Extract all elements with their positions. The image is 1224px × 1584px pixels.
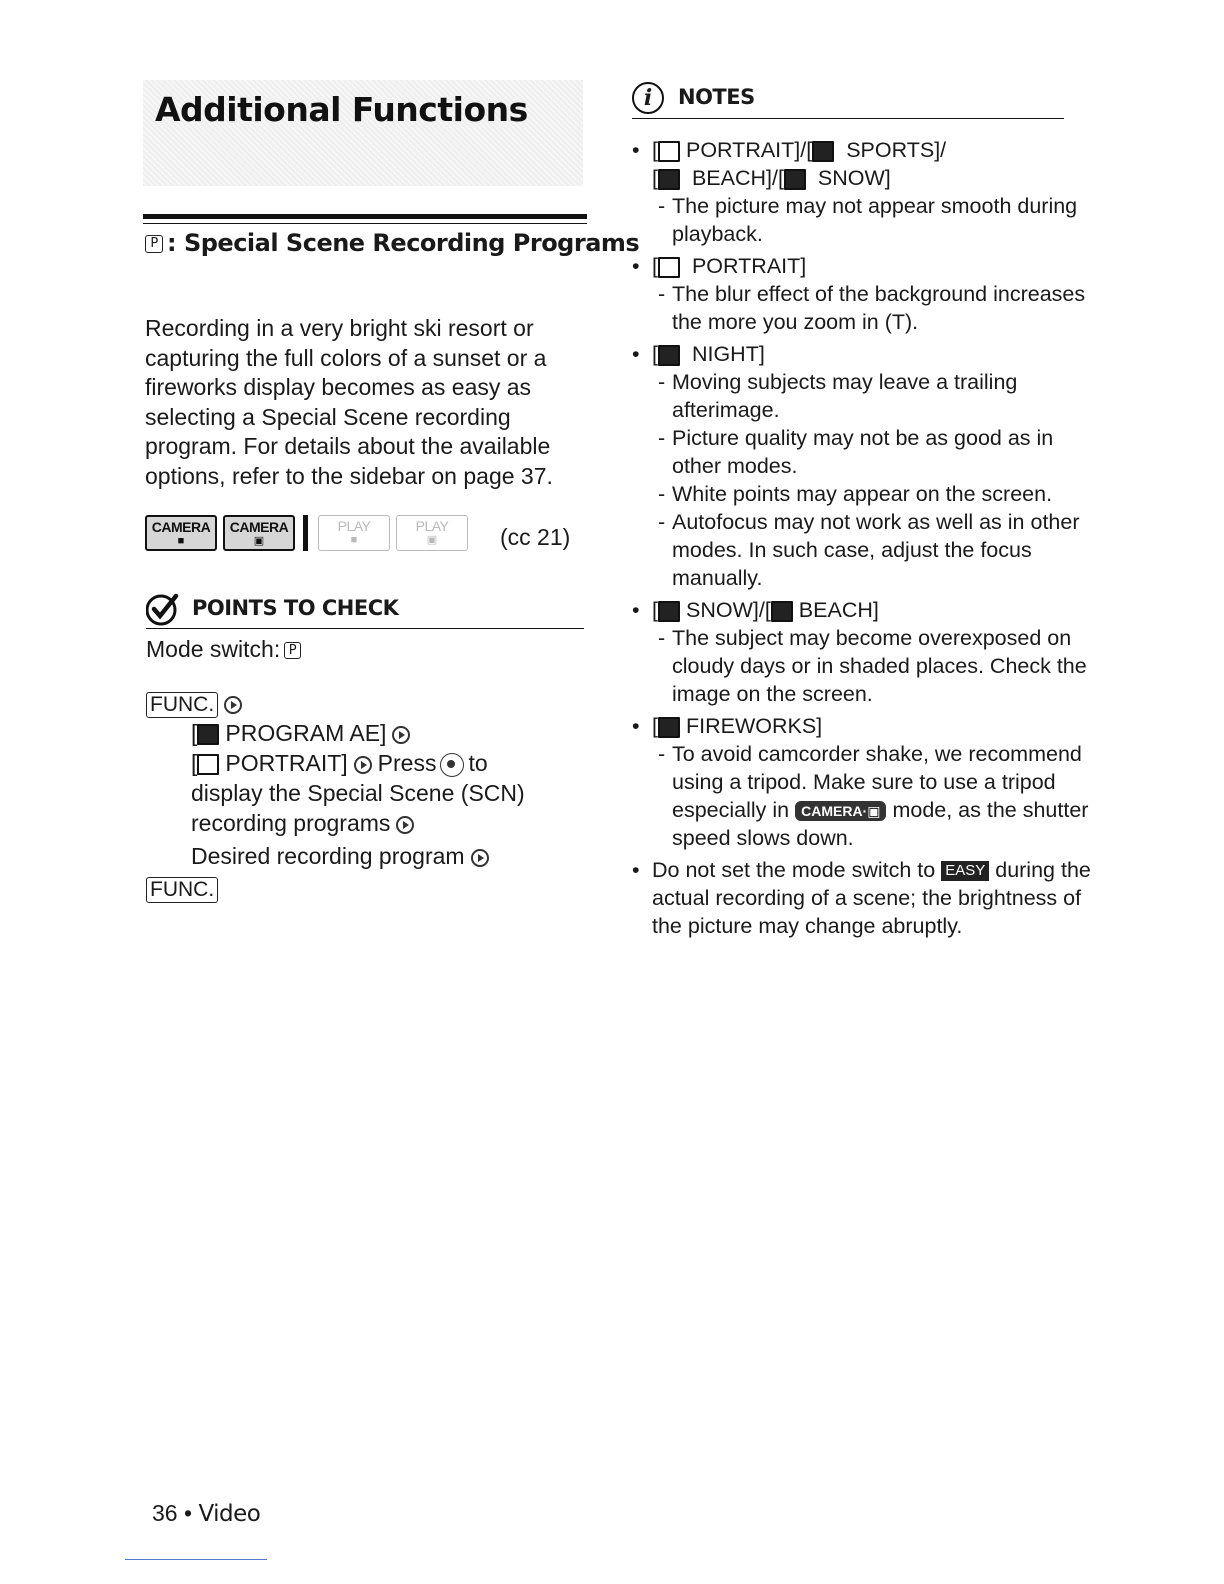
bullet: • [632,342,640,366]
note-heading: [ NIGHT] [652,342,765,366]
note-line [652,740,1092,852]
section-banner [143,80,583,186]
func-button: FUNC. [146,692,218,718]
page-heading-text: : Special Scene Recording Programs [167,229,640,257]
bullet: • [632,714,640,738]
mode-label: CAMERA [151,519,211,535]
beach-icon [658,169,680,190]
note-heading: [ PORTRAIT]/[ SPORTS]/ [652,138,947,162]
note-text: Do not set the mode switch to [652,858,936,882]
points-to-check-header [146,590,584,629]
note-item [632,252,1092,336]
joystick-icon [440,753,464,777]
mode-divider [303,515,308,551]
photo-icon: ▣ [253,535,265,547]
note-head-text: PORTRAIT] [685,254,807,278]
portrait-label: PORTRAIT] [225,750,348,776]
mode-label: PLAY [415,518,449,534]
footer-section: Video [198,1501,261,1527]
notes-list [632,136,1092,940]
portrait-icon [197,754,219,775]
arrow-icon [392,726,410,744]
arrow-icon [396,816,414,834]
procedure-steps [146,688,606,903]
night-icon [658,345,680,366]
note-item [632,340,1092,592]
step-recording-programs [146,808,606,838]
note-line: - White points may appear on the screen. [652,480,1092,508]
recording-programs-label: recording programs [191,810,391,836]
note-head-text: BEACH] [798,598,879,622]
camera-movie-mode-icon [145,515,217,551]
program-mode-icon: P [284,642,301,659]
step-portrait: [ PORTRAIT] Press to [191,750,488,776]
bullet: • [632,598,640,622]
note-heading: [ BEACH]/[ SNOW] [652,166,891,190]
note-text: mode, as the shutter speed slows down. [672,798,1089,850]
notes-header [632,82,1064,119]
note-line [652,856,1092,940]
note-line: - The picture may not appear smooth during playback. [652,192,1092,248]
note-head-text: FIREWORKS] [685,714,823,738]
fireworks-icon [658,717,680,738]
footer-bullet: • [183,1500,193,1526]
movie-icon: ■ [177,535,185,547]
play-photo-mode-icon [396,515,468,551]
arrow-icon [224,696,242,714]
note-heading: [ PORTRAIT] [652,254,807,278]
easy-mode-chip: EASY [941,861,989,881]
mode-switch-label: Mode switch: [146,636,281,662]
footer-line [125,1559,267,1560]
points-title: POINTS TO CHECK [192,596,399,620]
bullet: • [632,254,640,278]
note-line: - Autofocus may not work as well as in other modes. In such case, adjust the focus manually. [652,508,1092,592]
step-func-close [146,873,606,903]
note-heading: [ FIREWORKS] [652,714,823,738]
arrow-icon [354,756,372,774]
note-head-text: BEACH]/[ [685,166,784,190]
note-line: - Moving subjects may leave a trailing afterimage. [652,368,1092,424]
note-head-text: SNOW] [811,166,891,190]
page-heading [145,229,639,257]
mode-label: CAMERA [229,519,289,535]
note-text: during the actual recording of a scene; the brightness of the picture may change abruptly. [652,858,1091,938]
mode-switch-line [146,636,301,663]
movie-icon: ■ [350,534,358,546]
note-head-text: PORTRAIT]/[ [685,138,813,162]
intro-paragraph: Recording in a very bright ski resort or capturing the full colors of a sunset or a fireworks display becomes as easy as selecting a Special Scene recording program. For details about the available options, refer to the sidebar on page 37. [145,315,553,489]
func-button: FUNC. [146,877,218,903]
note-text: To avoid camcorder shake, we recommend using a tripod. Make sure to use a tripod especially in [672,742,1082,822]
bullet: • [632,858,640,882]
note-item [632,856,1092,940]
page-reference: (ᴄᴄ 21) [500,524,571,550]
note-item [632,712,1092,852]
notes-title: NOTES [678,85,755,109]
note-line: - Picture quality may not be as good as in other modes. [652,424,1092,480]
note-head-text: SNOW]/[ [685,598,771,622]
note-item [632,596,1092,708]
checkmark-icon [146,592,180,626]
program-ae-label: PROGRAM AE] [225,720,387,746]
bullet: • [632,138,640,162]
camera-photo-mode-icon [223,515,295,551]
page-number: 36 [152,1500,178,1526]
portrait-icon [658,141,680,162]
section-title: Additional Functions [155,90,528,129]
photo-icon: ▣ [426,534,438,546]
snow-icon [784,169,806,190]
beach-icon [771,601,793,622]
operating-modes [145,512,474,554]
step-desired [146,841,606,871]
note-head-text: NIGHT] [685,342,765,366]
step-display: display the Special Scene (SCN) [191,780,525,806]
heading-rule [143,214,587,219]
desired-label: Desired recording program [191,843,465,869]
sports-icon [812,141,834,162]
note-line: - The blur effect of the background increases the more you zoom in (T). [652,280,1092,336]
page-footer [152,1500,260,1527]
portrait-icon [658,257,680,278]
note-head-text: SPORTS]/ [840,138,947,162]
play-movie-mode-icon [318,515,390,551]
note-line: - The subject may become overexposed on cloudy days or in shaded places. Check the image on the screen. [652,624,1092,708]
note-heading: [ SNOW]/[ BEACH] [652,598,879,622]
camera-photo-chip: CAMERA·▣ [795,801,886,821]
heading-rule-thin [143,223,587,224]
press-label: Press [377,750,437,776]
step-func [146,688,606,718]
note-item [632,136,1092,248]
step-program-ae: [ PROGRAM AE] [146,718,606,748]
program-mode-icon: P [145,235,163,253]
press-to-label: to [468,750,488,776]
arrow-icon [471,849,489,867]
program-ae-icon [197,724,219,745]
mode-label: PLAY [337,518,371,534]
info-icon: i [632,82,664,114]
snow-icon [658,601,680,622]
